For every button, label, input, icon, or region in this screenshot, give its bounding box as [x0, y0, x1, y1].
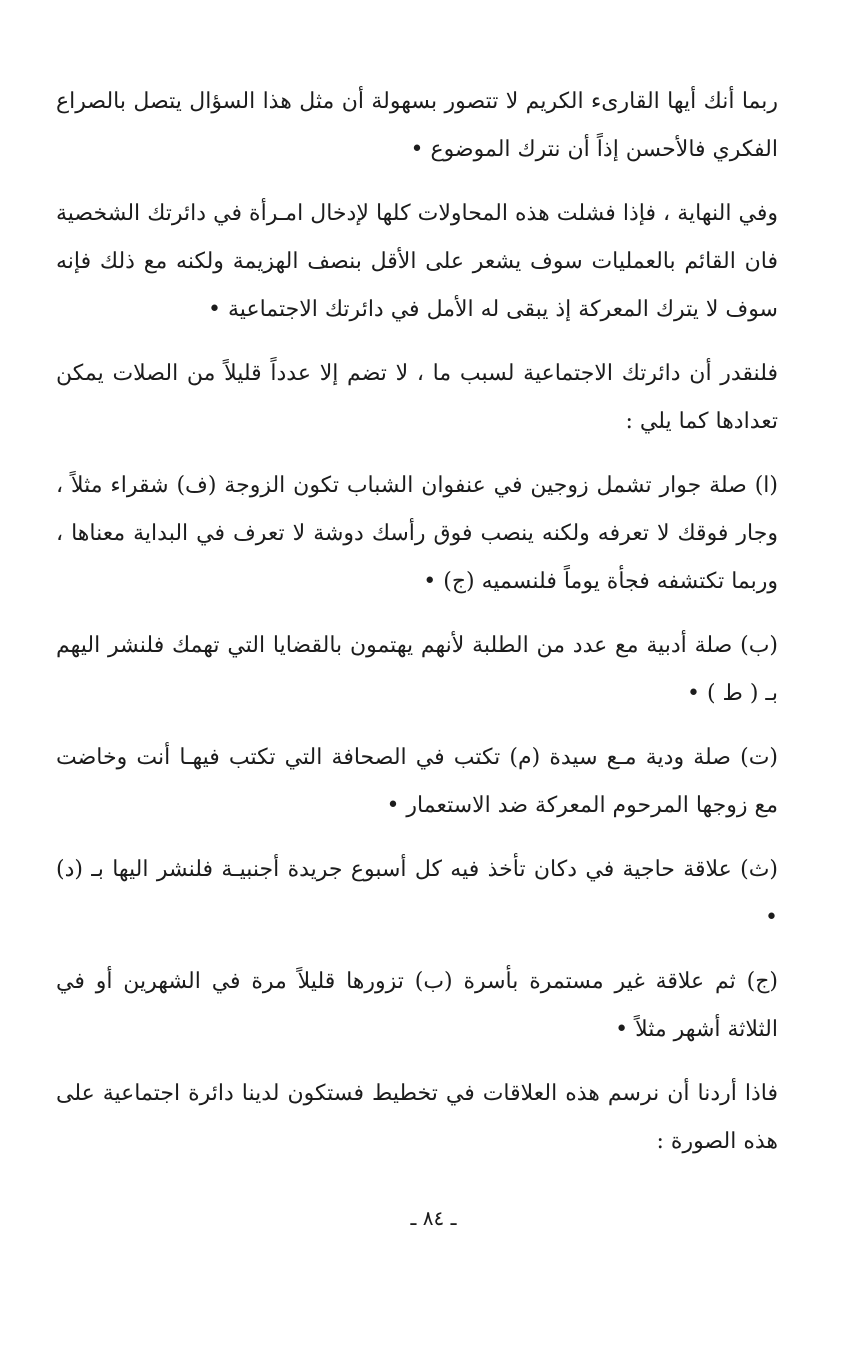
- list-item-shop: (ث) علاقة حاجية في دكان تأخذ فيه كل أسبوع جريدة أجنبيـة فلنشر اليها بـ (د) •: [56, 857, 778, 930]
- page-number: ـ ٨٤ ـ: [410, 1206, 457, 1230]
- list-item-family: (ج) ثم علاقة غير مستمرة بأسرة (ب) تزورها قليلاً مرة في الشهرين أو في الثلاثة أشهر مثلاً •: [56, 969, 778, 1042]
- paragraph-diagram-intro: فاذا أردنا أن نرسم هذه العلاقات في تخطيط فستكون لدينا دائرة اجتماعية على هذه الصورة :: [56, 1081, 778, 1154]
- paragraph-conclusion: وفي النهاية ، فإذا فشلت هذه المحاولات كلها لإدخال امـرأة في دائرتك الشخصية فان القائم بالعمليات سوف يشعر على الأقل بنصف الهزيمة ولكنه مع ذلك فإنه سوف لا يترك المعركة إذ يبقى له الأمل في دائرتك الاجتماعية •: [56, 201, 778, 322]
- list-item-neighbors: (ا) صلة جوار تشمل زوجين في عنفوان الشباب تكون الزوجة (ف) شقراء مثلاً ، وجار فوقك لا تعرفه ولكنه ينصب فوق رأسك دوشة لا تعرف في البداية معناها ، وربما تكتشفه فجأة يوماً فلنسميه (ج) •: [56, 473, 778, 594]
- list-item-students: (ب) صلة أدبية مع عدد من الطلبة لأنهم يهتمون بالقضايا التي تهمك فلنشر اليهم بـ ( ط ) •: [56, 633, 778, 706]
- body-text: [56, 78, 778, 1182]
- list-item-journalist: (ت) صلة ودية مـع سيدة (م) تكتب في الصحافة التي تكتب فيهـا أنت وخاضت مع زوجها المرحوم المعركة ضد الاستعمار •: [56, 745, 778, 818]
- paragraph-social-circle: فلنقدر أن دائرتك الاجتماعية لسبب ما ، لا تضم إلا عدداً قليلاً من الصلات يمكن تعدادها كما يلي :: [56, 361, 778, 434]
- paragraph-intro: ربما أنك أيها القارىء الكريم لا تتصور بسهولة أن مثل هذا السؤال يتصل بالصراع الفكري فالأحسن إذاً أن نترك الموضوع •: [56, 89, 778, 162]
